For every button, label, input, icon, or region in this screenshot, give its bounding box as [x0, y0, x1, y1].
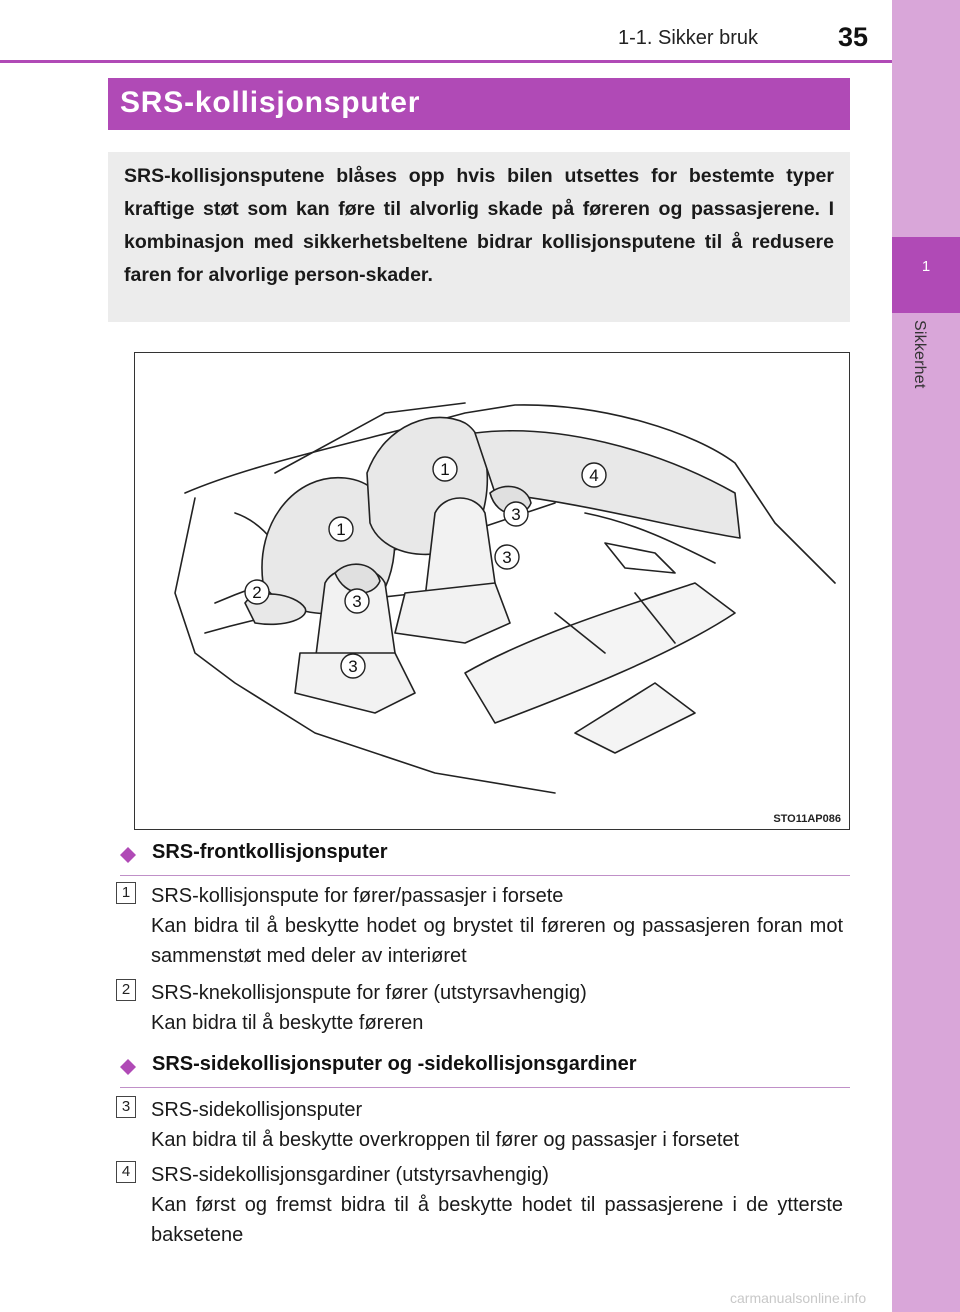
- diamond-bullet-icon: [120, 847, 136, 863]
- item-title: SRS-kollisjonspute for fører/passasjer i forsete: [151, 885, 564, 907]
- item-number-marker: 1: [116, 882, 136, 904]
- callout-2: [245, 580, 269, 604]
- svg-text:3: 3: [352, 592, 362, 611]
- callout-4: [582, 463, 606, 487]
- svg-text:1: 1: [336, 520, 346, 539]
- car-interior-drawing: [135, 353, 850, 830]
- section-title: 1-1. Sikker bruk: [618, 27, 759, 49]
- item-text: [151, 1095, 843, 1155]
- item-title: SRS-knekollisjonspute for fører (utstyrsavhengig): [151, 982, 587, 1004]
- footer-watermark: carmanualsonline.info: [730, 1290, 867, 1306]
- svg-text:3: 3: [348, 657, 358, 676]
- svg-text:2: 2: [252, 583, 262, 602]
- subsection-heading-label: SRS-frontkollisjonsputer: [152, 841, 388, 863]
- chapter-number: 1: [921, 258, 931, 275]
- item-description: Kan først og fremst bidra til å beskytte hodet til passasjerene i de ytterste baksetene: [151, 1194, 843, 1246]
- subsection-rule: [120, 875, 850, 876]
- illustration-code: STO11AP086: [773, 813, 841, 825]
- callout-1b: [329, 517, 353, 541]
- item-text: [151, 881, 843, 971]
- item-text: [151, 1160, 843, 1250]
- callout-3c: [345, 589, 369, 613]
- header-rule: [0, 60, 892, 63]
- callout-3b: [495, 545, 519, 569]
- item-title: SRS-sidekollisjonsputer: [151, 1099, 363, 1121]
- page-title: SRS-kollisjonsputer: [120, 86, 421, 119]
- chapter-number-block: [892, 237, 960, 313]
- intro-box: [108, 152, 850, 322]
- svg-text:3: 3: [502, 548, 512, 567]
- item-description: Kan bidra til å beskytte hodet og brystet til føreren og passasjeren foran mot sammenstøt med deler av interiøret: [151, 915, 843, 967]
- item-description: Kan bidra til å beskytte føreren: [151, 1012, 424, 1034]
- chapter-side-tab: [892, 0, 960, 1312]
- callout-1a: [433, 457, 457, 481]
- callout-3d: [341, 654, 365, 678]
- callout-3a: [504, 502, 528, 526]
- svg-text:1: 1: [440, 460, 450, 479]
- subsection-heading-label: SRS-sidekollisjonsputer og -sidekollisjonsgardiner: [152, 1053, 637, 1075]
- title-banner: [108, 78, 850, 130]
- subsection-rule: [120, 1087, 850, 1088]
- airbag-illustration: [134, 352, 850, 830]
- chapter-label: Sikkerhet: [911, 320, 928, 389]
- diamond-bullet-icon: [120, 1059, 136, 1075]
- item-title: SRS-sidekollisjonsgardiner (utstyrsavhengig): [151, 1164, 549, 1186]
- item-number-marker: 2: [116, 979, 136, 1001]
- svg-text:4: 4: [589, 466, 599, 485]
- item-text: [151, 978, 843, 1038]
- item-number-marker: 4: [116, 1161, 136, 1183]
- item-description: Kan bidra til å beskytte overkroppen til fører og passasjer i forsetet: [151, 1129, 740, 1151]
- svg-text:3: 3: [511, 505, 521, 524]
- intro-text: SRS-kollisjonsputene blåses opp hvis bilen utsettes for bestemte typer kraftige støt som kan føre til alvorlig skade på føreren og passasjerene. I kombinasjon med sikkerhetsbeltene bidrar kollisjonsputene til å redusere faren for alvorlige person-skader.: [124, 165, 834, 286]
- item-number-marker: 3: [116, 1096, 136, 1118]
- page-number: 35: [838, 22, 869, 52]
